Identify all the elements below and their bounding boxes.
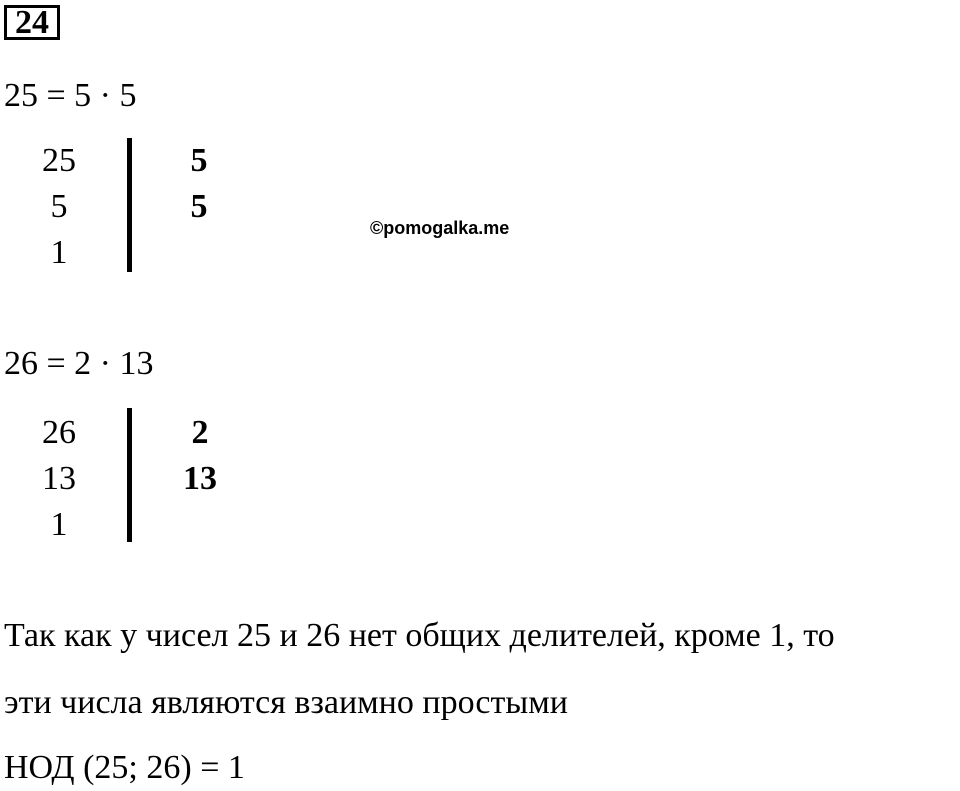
prime-factor: 5 bbox=[190, 188, 208, 225]
conclusion-line-1: Так как у чисел 25 и 26 нет общих делителей, кроме 1, то bbox=[4, 617, 835, 654]
dividend-value: 5 bbox=[50, 188, 68, 225]
watermark: ©pomogalka.me bbox=[370, 218, 510, 238]
factor-table-26-divider bbox=[127, 408, 132, 542]
task-number: 24 bbox=[4, 5, 60, 40]
conclusion-line-2: эти числа являются взаимно простыми bbox=[4, 684, 568, 721]
dividend-value: 13 bbox=[42, 460, 76, 497]
factorization-equation-25: 25 = 5 · 5 bbox=[4, 77, 137, 114]
prime-factor: 13 bbox=[183, 460, 217, 497]
dividend-value: 1 bbox=[50, 234, 68, 271]
prime-factor: 2 bbox=[191, 414, 209, 451]
prime-factor: 5 bbox=[190, 142, 208, 179]
factor-table-25-dividends bbox=[24, 138, 94, 276]
factor-table-25-divider bbox=[127, 138, 132, 272]
factor-table-26-dividends bbox=[24, 410, 94, 548]
factor-table-25-divisors bbox=[164, 138, 234, 230]
factorization-equation-26: 26 = 2 · 13 bbox=[4, 345, 154, 382]
factor-table-26-divisors bbox=[165, 410, 235, 502]
gcd-result: НОД (25; 26) = 1 bbox=[4, 749, 245, 786]
dividend-value: 1 bbox=[50, 506, 68, 543]
dividend-value: 26 bbox=[42, 414, 76, 451]
dividend-value: 25 bbox=[42, 142, 76, 179]
